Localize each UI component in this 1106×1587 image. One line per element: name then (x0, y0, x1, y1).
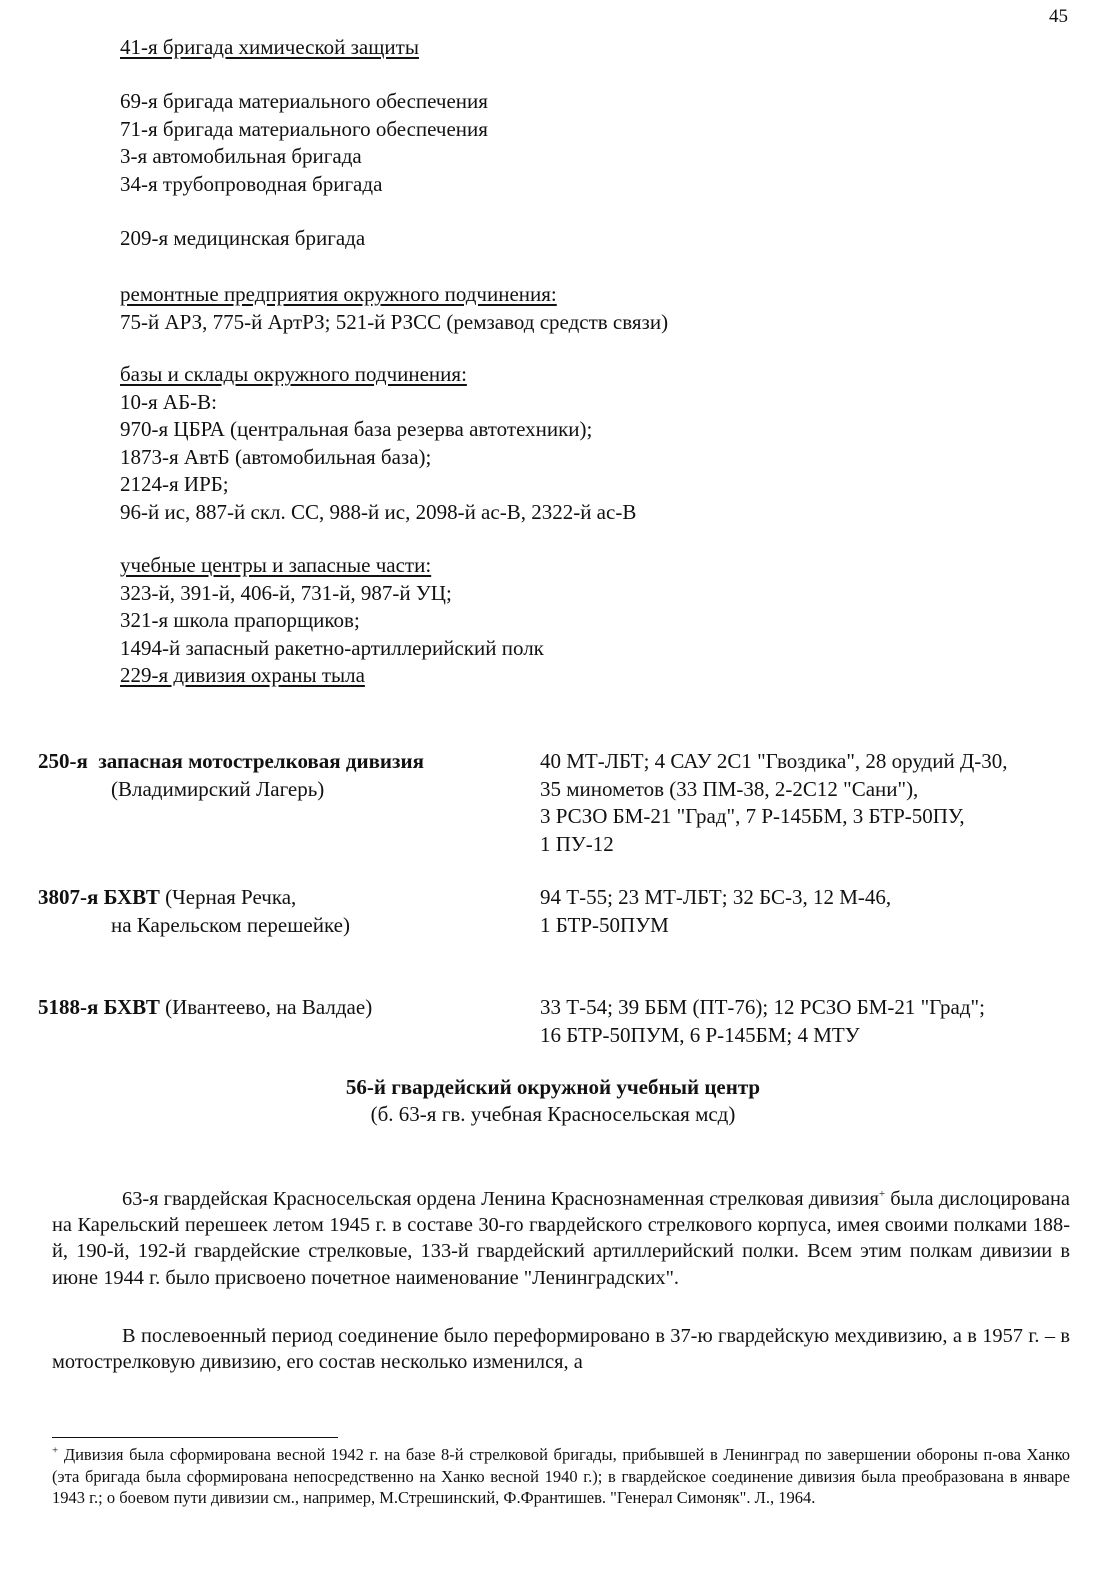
list-line: 229-я дивизия охраны тыла (120, 663, 365, 687)
section-title: 56-й гвардейский окружной учебный центр (345, 1075, 761, 1099)
unit-number: 5188-я (38, 995, 99, 1019)
unit-location: (Черная Речка, (165, 885, 297, 909)
unit-number: 3807-я (38, 885, 99, 909)
list-line: 1494-й запасный ракетно-артиллерийский полк (120, 635, 544, 660)
list-line: 34-я трубопроводная бригада (120, 171, 383, 196)
list-line: 75-й АРЗ, 775-й АртРЗ; 521-й РЗСС (ремзавод средств связи) (120, 309, 669, 334)
equipment-line: 1 ПУ-12 (540, 831, 614, 856)
paragraph-1 (52, 1186, 1070, 1291)
footnote-mark: + (52, 1444, 59, 1457)
list-line: 96-й ис, 887-й скл. СС, 988-й ис, 2098-й ас-В, 2322-й ас-В (120, 499, 637, 524)
equipment-line: 33 Т-54; 39 ББМ (ПТ-76); 12 РСЗО БМ-21 "Град"; (540, 995, 985, 1019)
equipment-line: 35 минометов (33 ПМ-38, 2-2С12 "Сани"), (540, 776, 919, 801)
unit-title (38, 884, 538, 939)
equipment-line: 40 МТ-ЛБТ; 4 САУ 2С1 "Гвоздика", 28 орудий Д-30, (540, 749, 1008, 773)
footnote-mark: + (878, 1188, 886, 1201)
list-heading: базы и склады окружного подчинения: (120, 362, 467, 386)
equipment-line: 94 Т-55; 23 МТ-ЛБТ; 32 БС-3, 12 М-46, (540, 885, 892, 909)
page-number: 45 (1049, 6, 1068, 27)
unit-location: (Владимирский Лагерь) (111, 776, 325, 801)
list-line: 71-я бригада материального обеспечения (120, 116, 488, 141)
unit-title (38, 994, 538, 1022)
list-line: 1873-я АвтБ (автомобильная база); (120, 444, 432, 469)
unit-title (38, 748, 538, 803)
list-block-chemical (120, 34, 419, 62)
list-heading: ремонтные предприятия окружного подчинения: (120, 282, 557, 306)
unit-location-cont: на Карельском перешейке) (111, 912, 350, 937)
equipment-line: 1 БТР-50ПУМ (540, 912, 669, 937)
unit-equipment (540, 748, 1080, 858)
equipment-line: 16 БТР-50ПУМ, 6 Р-145БМ; 4 МТУ (540, 1022, 860, 1047)
list-line: 10-я АБ-В: (120, 389, 217, 414)
list-block-bases (120, 361, 636, 526)
list-line: 323-й, 391-й, 406-й, 731-й, 987-й УЦ; (120, 580, 452, 605)
list-line: 321-я школа прапорщиков; (120, 608, 360, 632)
list-line: 970-я ЦБРА (центральная база резерва автотехники); (120, 417, 593, 441)
list-line: 69-я бригада материального обеспечения (120, 89, 488, 113)
unit-location: (Ивантеево, на Валдае) (165, 995, 373, 1019)
list-line: 41-я бригада химической защиты (120, 35, 419, 59)
footnote-divider (52, 1437, 338, 1438)
section-heading (0, 1074, 1106, 1128)
list-heading: учебные центры и запасные части: (120, 553, 432, 577)
paragraph-text: 63-я гвардейская Красносельская ордена Ленина Краснознаменная стрелковая дивизия (122, 1188, 879, 1210)
footnote (52, 1444, 1070, 1509)
list-line: 2124-я ИРБ; (120, 472, 229, 496)
unit-equipment (540, 884, 1080, 939)
list-block-repair (120, 281, 668, 336)
paragraph-text: В послевоенный период соединение было переформировано в 37-ю гвардейскую мехдивизию, а в 1957 г. – в мотострелковую дивизию, его состав несколько изменился, а (52, 1325, 1070, 1374)
unit-name: БХВТ (103, 995, 160, 1019)
footnote-text: Дивизия была сформирована весной 1942 г. на базе 8-й стрелковой бригады, прибывшей в Ленинград по завершении обороны п-ова Ханко (эта бригада была сформирована непосредственно на Ханко весной 1940 г.); в гвардейское соединение дивизия была преобразована в январе 1943 г.; о боевом пути дивизии см., например, М.Стрешинский, Ф.Франтишев. "Генерал Симоняк". Л., 1964. (52, 1445, 1070, 1507)
list-block-training (120, 552, 544, 690)
unit-equipment (540, 994, 1080, 1049)
section-subtitle: (б. 63-я гв. учебная Красносельская мсд) (370, 1102, 736, 1126)
paragraph-2 (52, 1323, 1070, 1375)
paragraph-text-cont: была дислоцирована на Карельский перешеек летом 1945 г. в составе 30-го гвардейского стрелкового корпуса, имея своими полками 188-й, 190-й, 192-й гвардейские стрелковые, 133-й гвардейский артиллерийский полки. Всем этим полкам дивизии в июне 1944 г. было присвоено почетное наименование "Ленинградских". (52, 1188, 1070, 1289)
list-block-medical (120, 225, 365, 253)
list-line: 209-я медицинская бригада (120, 226, 366, 250)
unit-name: запасная мотострелковая дивизия (98, 749, 424, 773)
list-line: 3-я автомобильная бригада (120, 144, 362, 168)
list-block-support (120, 88, 488, 198)
unit-number: 250-я (38, 749, 88, 773)
equipment-line: 3 РСЗО БМ-21 "Град", 7 Р-145БМ, 3 БТР-50ПУ, (540, 804, 965, 828)
unit-name: БХВТ (103, 885, 160, 909)
